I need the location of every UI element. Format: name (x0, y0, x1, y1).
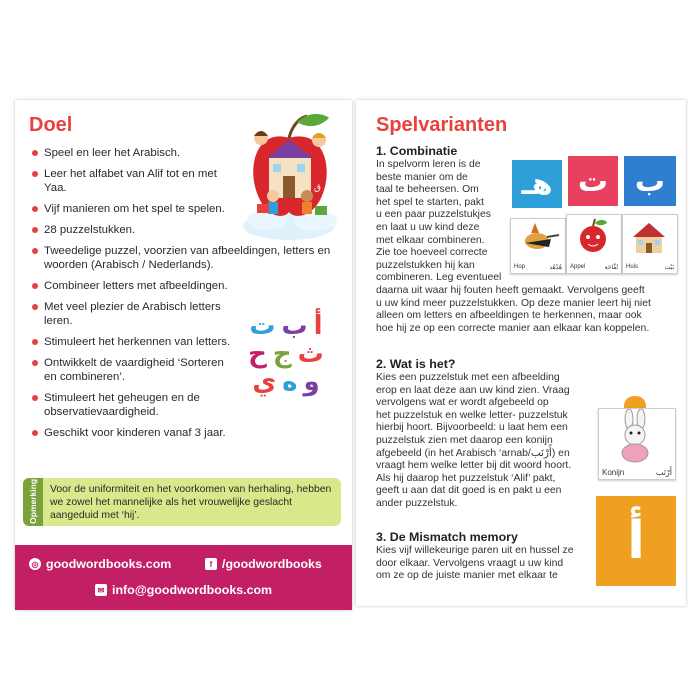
section-mismatch-title: 3. De Mismatch memory (376, 530, 518, 544)
section-combinatie-text-wide: daarna uit waar hij fouten heeft gemaakt. Vervolgens geeft u uw kind meer puzzelstukken. Op deze manier leert hij niet alleen om letters en afbeeldingen te herkennen, maar ook hoe hij ze op een correcte manier aan elkaar kan koppelen. (376, 285, 651, 334)
note-tab (23, 478, 43, 526)
arabic-letter: ث (297, 339, 324, 369)
puzzle-letter-tile: هـ (512, 160, 562, 208)
spelvarianten-card (356, 100, 686, 606)
rabbit-alif-puzzle-illustration (596, 396, 681, 596)
apple-icon (567, 215, 619, 257)
website-link[interactable] (29, 557, 171, 571)
goal-item: Ontwikkelt de vaardigheid ‘Sorteren en combineren’. (31, 356, 236, 384)
arabic-letter: ب (281, 311, 308, 341)
note-text: Voor de uniformiteit en het voorkomen van herhaling, hebben we zowel het mannelijke als het vrouwelijke geslacht aangeduid met ‘hij’. (50, 484, 332, 521)
alif-letter-tile: أ (596, 496, 676, 586)
facebook-link[interactable] (205, 557, 322, 571)
goal-item: Stimuleert het herkennen van letters. (31, 335, 236, 349)
kids-apple-house-illustration (237, 108, 349, 248)
rabbit-picture-card: Konijn أَرْنَب (598, 408, 676, 480)
arabic-row (240, 312, 332, 340)
doel-card (15, 100, 352, 610)
puzzle-letter-tile: ب (624, 156, 676, 206)
puzzle-picture-card: Hop هُدْهُد (510, 218, 566, 274)
globe-icon: ◎ (29, 558, 41, 570)
arabic-letter: ت (249, 311, 276, 341)
rabbit-icon (599, 409, 673, 463)
arabic-row (240, 340, 332, 368)
goal-item: Tweedelige puzzel, voorzien van afbeeldingen, letters en woorden (Arabisch / Nederlands). (31, 244, 344, 272)
combinatie-puzzle-illustration (504, 156, 679, 276)
note-label: Opmerking: (28, 476, 38, 524)
arabic-letter: ي (252, 367, 277, 397)
email-text: info@goodwordbooks.com (112, 583, 273, 597)
arabic-letter: ه (282, 367, 298, 397)
hoopoe-icon (511, 219, 563, 259)
facebook-text: /goodwordbooks (222, 557, 322, 571)
mail-icon: ✉ (95, 584, 107, 596)
email-link[interactable] (95, 583, 272, 597)
section-wat-is-het-text: Kies een puzzelstuk met een afbeelding erop en laat deze aan uw kind zien. Vraag vervolgens wat er wordt afgebeeld op het puzzelstuk en welke letter- puzzelstuk hierbij hoort. Bijvoorbeeld: u laat hem een puzzelstuk zien met daarop een konijn afgebeeld (in het Arabisch ‘arnab/أَرْنَب) en vraagt hem welke letter bij dit woord hoort. Als hij daarop het puzzelstuk ‘Alif’ pakt, geeft u aan dat dit goed is en pakt u een ander puzzelstuk. (376, 372, 572, 509)
arabic-letters-decoration (240, 312, 332, 396)
arabic-letter: ج (272, 339, 292, 369)
arabic-row (240, 368, 332, 396)
house-icon (623, 215, 675, 257)
goal-item: Combineer letters met afbeeldingen. (31, 279, 236, 293)
section-combinatie-title: 1. Combinatie (376, 144, 458, 158)
doel-title: Doel (29, 114, 73, 136)
note-box (23, 478, 341, 526)
puzzle-picture-card: Huis بَيْت (622, 214, 678, 274)
goal-item: Stimuleert het geheugen en de observatievaardigheid. (31, 391, 236, 419)
puzzle-picture-card: Appel تُفَّاحَة (566, 214, 622, 274)
facebook-icon: f (205, 558, 217, 570)
goal-item: Met veel plezier de Arabisch letters leren. (31, 300, 236, 328)
goal-item: Geschikt voor kinderen vanaf 3 jaar. (31, 426, 236, 440)
section-wat-is-het-title: 2. Wat is het? (376, 357, 456, 371)
arabic-letter: ح (248, 339, 267, 369)
goal-item: Speel en leer het Arabisch. (31, 146, 236, 160)
puzzle-letter-tile: ت (568, 156, 618, 206)
section-mismatch-text: Kies vijf willekeurige paren uit en hussel ze door elkaar. Vervolgens vraagt u uw kind om ze op de juiste manier met elkaar te (376, 545, 574, 582)
goal-item: 28 puzzelstukken. (31, 223, 236, 237)
goal-item: Leer het alfabet van Alif tot en met Yaa. (31, 167, 236, 195)
contact-bar (15, 545, 352, 610)
book-letters: س ل ق (314, 183, 345, 193)
website-text: goodwordbooks.com (46, 557, 172, 571)
section-combinatie-text-narrow: In spelvorm leren is de beste manier om de taal te beheersen. Om het spel te starten, pakt u een paar puzzelstukjes en laat u uw kind deze met elkaar combineren. Zie toe hoeveel correcte puzzelstukken hij kan combineren. Leg eventueel (376, 159, 502, 284)
spelvarianten-title: Spelvarianten (376, 114, 508, 136)
arabic-letter: أ (313, 311, 323, 341)
arabic-letter: و (303, 367, 320, 397)
goal-item: Vijf manieren om het spel te spelen. (31, 202, 236, 216)
